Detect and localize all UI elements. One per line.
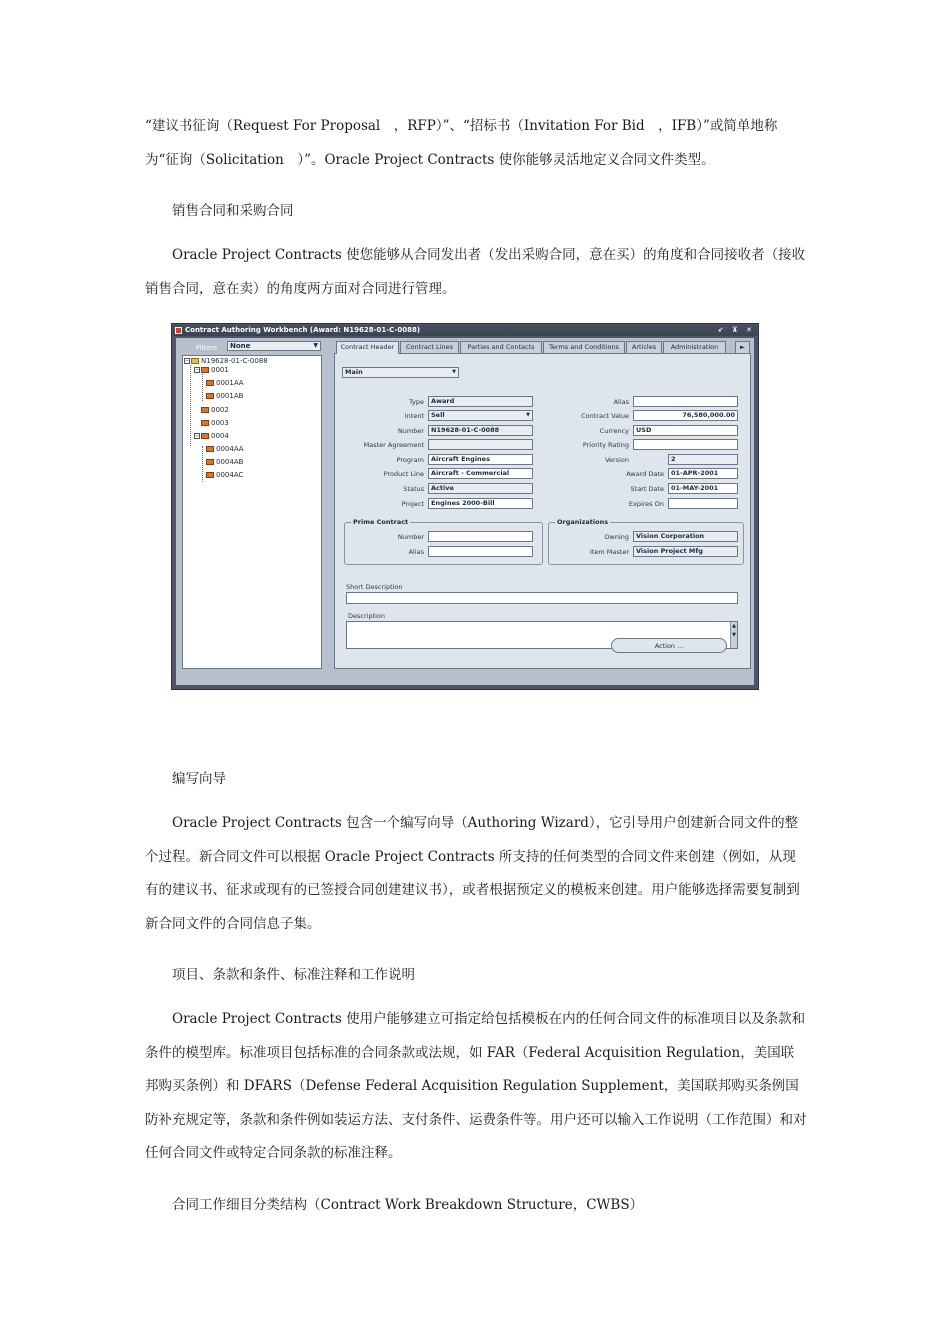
contract-tree [182, 355, 322, 669]
award-date-field[interactable]: 01-APR-2001 [668, 468, 738, 479]
tab-strip [336, 341, 750, 353]
form-client-area [176, 338, 754, 685]
project-label: Project [401, 500, 424, 508]
collapse-icon[interactable]: − [185, 358, 190, 364]
start-date-label: Start Date [630, 485, 664, 493]
program-label: Program [396, 456, 424, 464]
line-item-icon [201, 367, 209, 373]
filters-value: None [230, 342, 251, 350]
tree-node-root[interactable]: − N19628-01-C-0088 [185, 357, 268, 365]
product-line-field[interactable]: Aircraft - Commercial [428, 468, 533, 479]
filters-select[interactable] [227, 341, 321, 351]
tab-contract-lines[interactable]: Contract Lines [400, 341, 459, 353]
line-item-icon [206, 380, 214, 386]
tab-administration[interactable]: Administration [663, 341, 726, 353]
program-field[interactable]: Aircraft Engines [428, 454, 533, 465]
paragraph-authoring-wizard: Oracle Project Contracts 包含一个编写向导（Authoring Wizard），它引导用户创建新合同文件的整个过程。新合同文件可以根据 Oracle Project Contracts 所支持的任何类型的合同文件来创建（例如，从现有的建议书、征求或现有的已签授合同创建建议书），或者根据预定义的模板来创建。用户能够选择需要复制到新合同文件的合同信息子集。 [145, 815, 800, 932]
master-agreement-field[interactable] [428, 439, 533, 450]
prime-contract-number-label: Number [397, 533, 424, 541]
heading-cwbs: 合同工作细目分类结构（Contract Work Breakdown Structure，CWBS） [172, 1197, 644, 1213]
tab-scroll-right-icon[interactable]: ► [735, 341, 750, 353]
tree-node-0004[interactable]: − 0004 [195, 432, 229, 440]
chevron-down-icon: ▼ [526, 412, 530, 418]
chevron-down-icon: ▼ [452, 369, 456, 375]
paragraph-sales-purchase: Oracle Project Contracts 使您能够从合同发出者（发出采购合同，意在买）的角度和合同接收者（接收销售合同，意在卖）的角度两方面对合同进行管理。 [145, 247, 806, 297]
priority-rating-field[interactable] [633, 439, 738, 450]
prime-contract-alias-label: Alias [408, 548, 424, 556]
paragraph-items-terms: Oracle Project Contracts 使用户能够建立可指定给包括模板在内的任何合同文件的标准项目以及条款和条件的模型库。标准项目包括标准的合同条款或法规，如 FAR（Federal Acquisition Regulation，美国联邦购买条例）和 DFARS（Defense Federal Acquisition Regulation Supplement，美国联邦购买条例国防补充规定等，条款和条件例如装运方法、支付条件、运费条件等。用户还可以输入工作说明（工作范围）和对任何合同文件或特定合同条款的标准注释。 [145, 1011, 807, 1161]
window-controls-icon[interactable]: ↙ ⊼ ✕ [717, 326, 755, 334]
window-titlebar [173, 325, 757, 336]
tab-terms-conditions[interactable]: Terms and Conditions [543, 341, 625, 353]
status-field[interactable]: Active [428, 483, 533, 494]
line-item-icon [206, 472, 214, 478]
tree-node-0001AA[interactable]: 0001AA [206, 379, 244, 388]
tab-contract-header[interactable]: Contract Header [336, 341, 399, 354]
section-select[interactable]: Main ▼ [342, 367, 459, 378]
expires-on-field[interactable] [668, 498, 738, 509]
version-field[interactable]: 2 [668, 454, 738, 465]
contract-header-panel [334, 353, 751, 669]
alias-label: Alias [613, 398, 629, 406]
line-item-icon [201, 407, 209, 413]
line-item-icon [201, 433, 209, 439]
currency-label: Currency [599, 427, 629, 435]
tree-node-0004AA[interactable]: 0004AA [206, 445, 244, 454]
paragraph-solicitation: “建议书征询（Request For Proposal ，RFP）”、“招标书（Invitation For Bid ，IFB）”或简单地称为“征询（Solicitation ）”。Oracle Project Contracts 使你能够灵活地定义合同文件类型。 [145, 118, 778, 168]
alias-field[interactable] [633, 396, 738, 407]
action-button[interactable]: Action ... [611, 638, 727, 653]
type-field[interactable]: Award [428, 396, 533, 407]
heading-sales-purchase: 销售合同和采购合同 [172, 203, 294, 219]
item-master-field[interactable]: Vision Project Mfg [633, 546, 738, 557]
product-line-label: Product Line [383, 470, 424, 478]
line-item-icon [206, 459, 214, 465]
intent-select[interactable]: Sell ▼ [428, 410, 533, 421]
expires-on-label: Expires On [628, 500, 664, 508]
intent-label: Intent [404, 412, 424, 420]
status-label: Status [403, 485, 424, 493]
prime-contract-alias-field[interactable] [428, 546, 533, 557]
tree-node-0004AB[interactable]: 0004AB [206, 458, 243, 467]
line-item-icon [201, 420, 209, 426]
filters-label: Filters [196, 344, 217, 352]
heading-authoring-wizard: 编写向导 [172, 771, 226, 787]
tree-node-0002[interactable]: 0002 [201, 406, 229, 415]
chevron-down-icon: ▼ [313, 342, 318, 349]
owning-label: Owning [604, 533, 629, 541]
contract-value-field[interactable]: 76,580,000.00 [633, 410, 738, 421]
number-field[interactable]: N19628-01-C-0088 [428, 425, 533, 436]
description-label: Description [348, 612, 386, 620]
window-title: Contract Authoring Workbench (Award: N19628-01-C-0088) [185, 326, 421, 334]
master-agreement-label: Master Agreement [363, 441, 424, 449]
contract-authoring-workbench-screenshot [171, 323, 759, 690]
prime-contract-number-field[interactable] [428, 531, 533, 542]
contract-value-label: Contract Value [581, 412, 629, 420]
tree-node-0003[interactable]: 0003 [201, 419, 229, 428]
heading-items-terms: 项目、条款和条件、标准注释和工作说明 [172, 967, 415, 983]
priority-rating-label: Priority Rating [582, 441, 629, 449]
collapse-icon[interactable]: − [195, 433, 200, 439]
tree-node-0004AC[interactable]: 0004AC [206, 471, 243, 480]
tab-articles[interactable]: Articles [626, 341, 662, 353]
type-label: Type [409, 398, 424, 406]
short-description-label: Short Description [346, 583, 403, 591]
owning-field[interactable]: Vision Corporation [633, 531, 738, 542]
start-date-field[interactable]: 01-MAY-2001 [668, 483, 738, 494]
prime-contract-group [344, 518, 543, 565]
organizations-title: Organizations [557, 518, 609, 526]
project-field[interactable]: Engines 2000-Bill [428, 498, 533, 509]
oracle-app-icon [175, 327, 182, 334]
contract-folder-icon [191, 358, 199, 364]
tab-parties-contacts[interactable]: Parties and Contacts [460, 341, 542, 353]
tree-node-0001[interactable]: − 0001 [195, 366, 229, 374]
version-label: Version [605, 456, 629, 464]
collapse-icon[interactable]: − [195, 367, 200, 373]
item-master-label: Item Master [589, 548, 629, 556]
award-date-label: Award Date [626, 470, 664, 478]
currency-field[interactable]: USD [633, 425, 738, 436]
short-description-field[interactable] [346, 592, 738, 604]
tree-node-0001AB[interactable]: 0001AB [206, 392, 243, 401]
description-scrollbar[interactable]: ▲ ▼ [730, 622, 737, 648]
line-item-icon [206, 446, 214, 452]
prime-contract-title: Prime Contract [353, 518, 409, 526]
number-label: Number [397, 427, 424, 435]
organizations-group [548, 518, 744, 565]
line-item-icon [206, 393, 214, 399]
